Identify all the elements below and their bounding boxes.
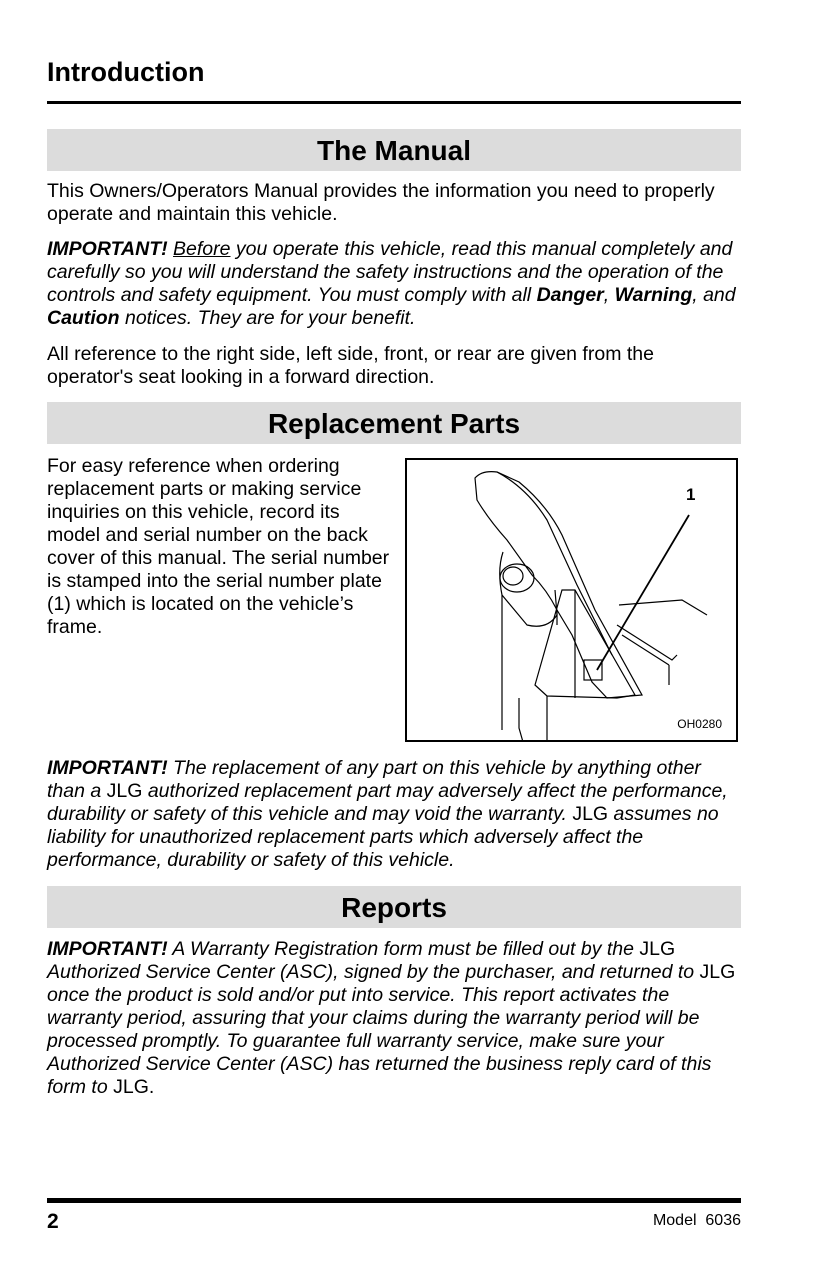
footer-divider bbox=[47, 1198, 741, 1203]
reference-paragraph: All reference to the right side, left side, front, or rear are given from the operator's seat looking in a forward direction. bbox=[47, 343, 654, 388]
report-text: once the product is sold and/or put into service. This report activates the warranty period, assuring that your claims during the warranty period will be processed promptly. To guarantee full warranty service, make sure your Authorized Service Center (ASC) has returned the business reply card of this form to bbox=[47, 984, 712, 1098]
figure-code: OH0280 bbox=[677, 717, 722, 731]
title-divider bbox=[47, 101, 741, 104]
before-emphasis: Before bbox=[173, 238, 231, 260]
jlg-brand: JLG bbox=[639, 938, 676, 960]
manual-important-paragraph bbox=[47, 238, 741, 330]
separator-text: , bbox=[603, 284, 615, 306]
warning-term: Warning bbox=[614, 284, 693, 306]
section-heading-reports: Reports bbox=[47, 886, 741, 928]
figure-callout-1: 1 bbox=[686, 485, 696, 504]
important-text: you operate this vehicle, read this manual completely and carefully so you will understand the safety instructions and the operation of the controls and safety equipment. You must comply with all bbox=[47, 238, 733, 306]
report-text: A Warranty Registration form must be filled out by the bbox=[167, 938, 640, 960]
important-text: assumes no liability for unauthorized replacement parts which adversely affect the performance, durability or safety of this vehicle. bbox=[47, 803, 719, 871]
jlg-brand: JLG bbox=[106, 780, 143, 802]
important-text: authorized replacement part may adversely affect the performance, durability or safety of this vehicle and may void the warranty. bbox=[47, 780, 728, 825]
parts-important-paragraph bbox=[47, 757, 741, 872]
important-label: IMPORTANT! bbox=[47, 238, 168, 260]
report-text: . bbox=[148, 1076, 155, 1098]
caution-term: Caution bbox=[47, 307, 120, 329]
important-text: notices. They are for your benefit. bbox=[119, 307, 416, 329]
page-title: Introduction bbox=[47, 57, 205, 87]
page-number: 2 bbox=[47, 1210, 59, 1233]
separator-text: , and bbox=[692, 284, 736, 306]
section-heading-the-manual: The Manual bbox=[47, 129, 741, 171]
jlg-brand: JLG bbox=[113, 1076, 149, 1098]
model-label: Model 6036 bbox=[652, 1212, 741, 1229]
important-text: The replacement of any part on this vehicle by anything other than a bbox=[47, 757, 701, 802]
danger-term: Danger bbox=[536, 284, 604, 306]
jlg-brand: JLG bbox=[572, 803, 609, 825]
serial-plate-figure bbox=[405, 458, 738, 742]
section-heading-replacement-parts: Replacement Parts bbox=[47, 402, 741, 444]
important-label: IMPORTANT! bbox=[47, 757, 168, 779]
reports-important-paragraph bbox=[47, 938, 741, 1099]
jlg-brand: JLG bbox=[699, 961, 736, 983]
report-text: Authorized Service Center (ASC), signed by the purchaser, and returned to bbox=[47, 961, 700, 983]
parts-paragraph: For easy reference when ordering replacement parts or making service inquiries on this vehicle, record its model and serial number on the back cover of this manual. The serial number is stamped into the serial number plate (1) which is located on the vehicle’s frame. bbox=[47, 455, 390, 638]
manual-intro-paragraph: This Owners/Operators Manual provides the information you need to properly operate and maintain this vehicle. bbox=[47, 180, 715, 225]
important-label: IMPORTANT! bbox=[47, 938, 168, 960]
